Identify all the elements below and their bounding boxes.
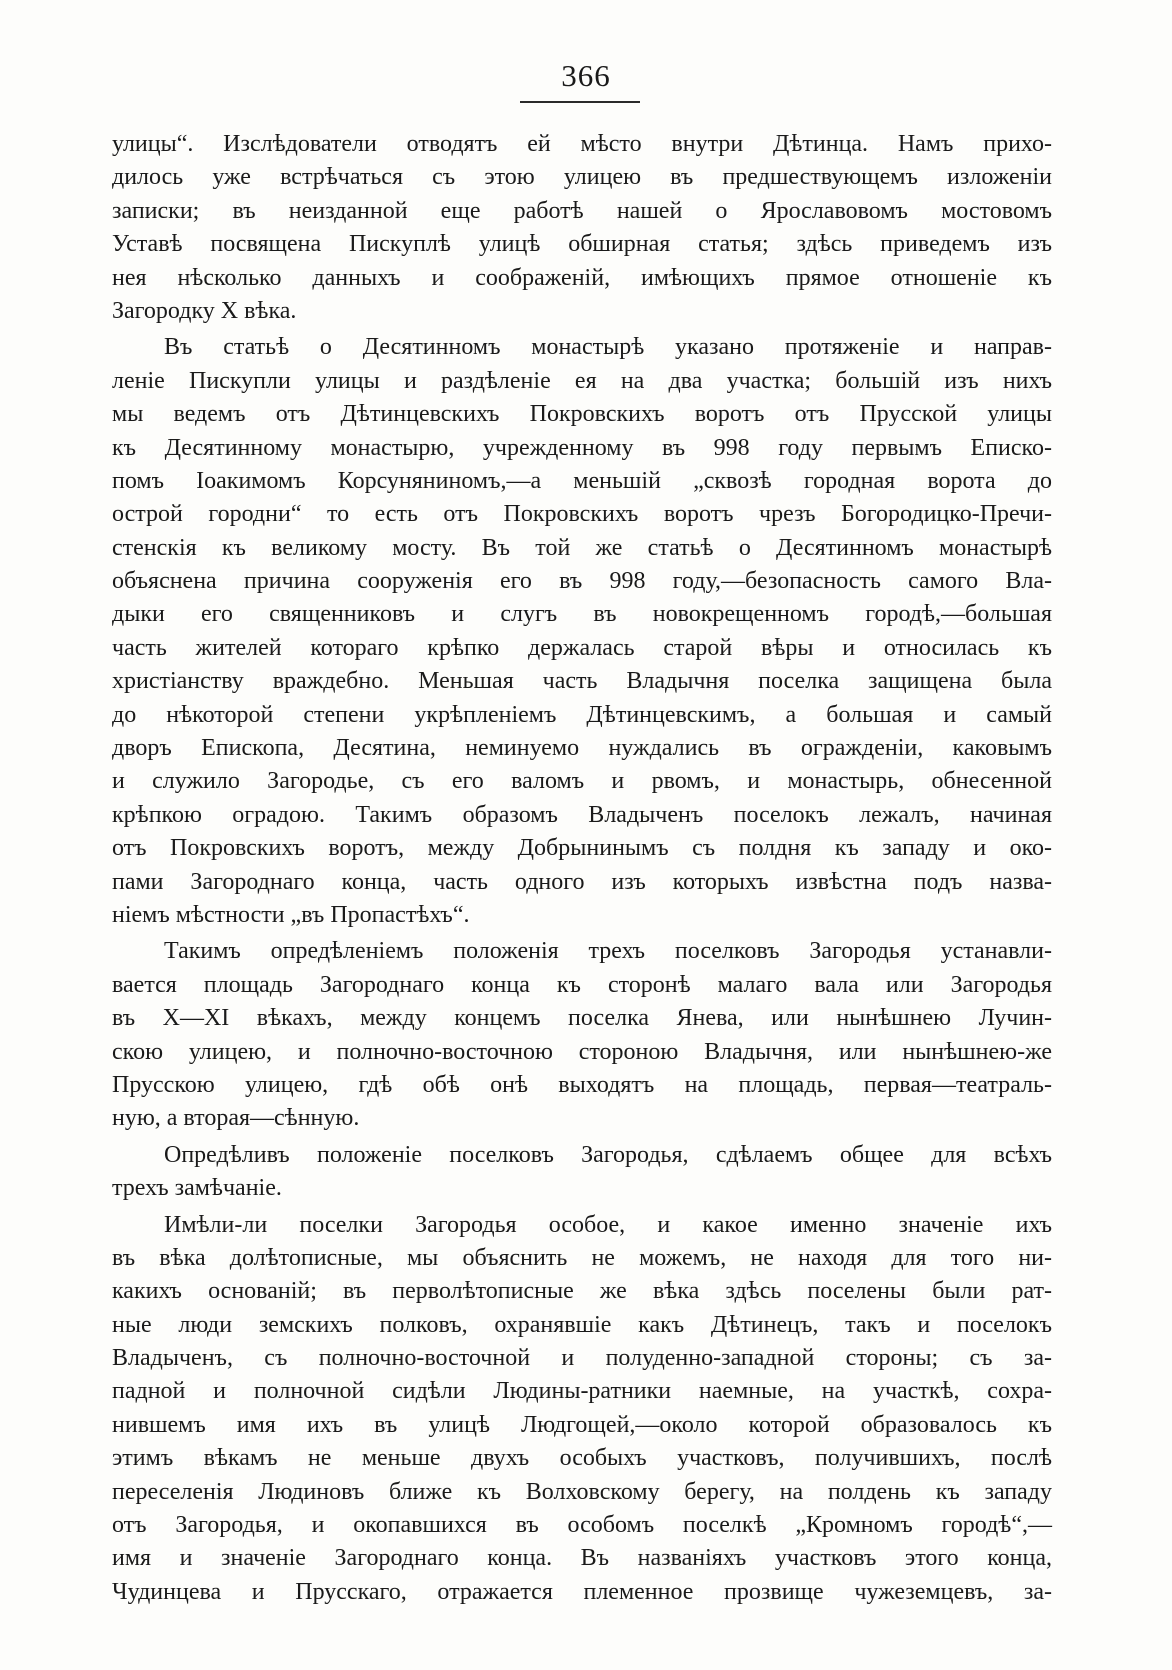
text-line: дыки его священниковъ и слугъ въ новокрещенномъ городѣ,—большая — [112, 601, 1052, 628]
text-line: въ X—XI вѣкахъ, между концемъ поселка Янева, или нынѣшнею Лучин- — [112, 1005, 1052, 1032]
text-line: записки; въ неизданной еще работѣ нашей о Ярославовомъ мостовомъ — [112, 197, 1052, 224]
text-line: вается площадь Загороднаго конца къ сторонѣ малаго вала или Загородья — [112, 971, 1052, 998]
text-line: отъ Покровскихъ воротъ, между Добрынинымъ съ полдня къ западу и око- — [112, 835, 1052, 862]
text-line: какихъ основаній; въ перволѣтописные же вѣка здѣсь поселены были рат- — [112, 1278, 1052, 1305]
text-line: отъ Загородья, и окопавшихся въ особомъ поселкѣ „Кромномъ городѣ“,— — [112, 1512, 1052, 1539]
text-line: переселенія Людиновъ ближе къ Волховскому берегу, на полдень къ западу — [112, 1478, 1052, 1505]
text-line: нившемъ имя ихъ въ улицѣ Людгощей,—около которой образовалось къ — [112, 1411, 1052, 1438]
text-line: помъ Іоакимомъ Корсуняниномъ,—а меньшій „сквозѣ городная ворота до — [112, 467, 1052, 494]
body-text — [112, 128, 1052, 1609]
text-line: острой городни“ то есть отъ Покровскихъ воротъ чрезъ Богородицко-Пречи- — [112, 501, 1052, 528]
text-line: улицы“. Изслѣдователи отводятъ ей мѣсто внутри Дѣтинца. Намъ прихо- — [112, 131, 1052, 157]
text-line: дворъ Епископа, Десятина, неминуемо нуждались въ огражденіи, каковымъ — [112, 735, 1052, 762]
text-line: ную, а вторая—сѣнную. — [112, 1105, 360, 1132]
text-line: Владыченъ, съ полночно-восточной и полуденно-западной стороны; съ за- — [112, 1345, 1052, 1372]
text-line: Уставѣ посвящена Пискуплѣ улицѣ обширная статья; здѣсь приведемъ изъ — [112, 231, 1052, 258]
page-number-rule — [520, 101, 640, 103]
text-line: нея нѣсколько данныхъ и соображеній, имѣющихъ прямое отношеніе къ — [112, 264, 1052, 291]
text-line: имя и значеніе Загороднаго конца. Въ названіяхъ участковъ этого конца, — [112, 1545, 1052, 1572]
text-line: Опредѣливъ положеніе поселковъ Загородья, сдѣлаемъ общее для всѣхъ — [164, 1141, 1052, 1168]
text-line: ніемъ мѣстности „въ Пропастѣхъ“. — [112, 901, 470, 928]
text-line: трехъ замѣчаніе. — [112, 1175, 282, 1202]
text-line: падной и полночной сидѣли Людины-ратники наемные, на участкѣ, сохра- — [112, 1378, 1052, 1405]
text-line: стенскія къ великому мосту. Въ той же статьѣ о Десятинномъ монастырѣ — [112, 534, 1052, 561]
text-line: мы ведемъ отъ Дѣтинцевскихъ Покровскихъ воротъ отъ Прусской улицы — [112, 401, 1052, 428]
text-line: этимъ вѣкамъ не меньше двухъ особыхъ участковъ, получившихъ, послѣ — [112, 1445, 1052, 1472]
text-line: до нѣкоторой степени укрѣпленіемъ Дѣтинцевскимъ, а большая и самый — [112, 701, 1052, 728]
text-line: къ Десятинному монастырю, учрежденному въ 998 году первымъ Еписко- — [112, 434, 1052, 461]
text-line: Загородку X вѣка. — [112, 297, 297, 324]
text-line: крѣпкою оградою. Такимъ образомъ Владыченъ поселокъ лежалъ, начиная — [112, 801, 1052, 828]
text-line: пами Загороднаго конца, часть одного изъ которыхъ извѣстна подъ назва- — [112, 868, 1052, 895]
text-line: и служило Загородье, съ его валомъ и рвомъ, и монастырь, обнесенной — [112, 768, 1052, 795]
page-number: 366 — [561, 58, 611, 93]
text-line: леніе Пискупли улицы и раздѣленіе ея на два участка; большій изъ нихъ — [112, 367, 1052, 394]
text-line: Чудинцева и Прусскаго, отражается племенное прозвище чужеземцевъ, за- — [112, 1578, 1052, 1605]
text-line: скою улицею, и полночно-восточною стороною Владычня, или нынѣшнею-же — [112, 1038, 1052, 1065]
text-line: Въ статьѣ о Десятинномъ монастырѣ указано протяженіе и направ- — [164, 334, 1052, 361]
text-line: объяснена причина сооруженія его въ 998 году,—безопасность самого Вла- — [112, 568, 1052, 595]
text-line: Такимъ опредѣленіемъ положенія трехъ поселковъ Загородья устанавли- — [164, 938, 1052, 965]
text-line: часть жителей котораго крѣпко держалась старой вѣры и относилась къ — [112, 634, 1052, 661]
text-line: Прусскою улицею, гдѣ обѣ онѣ выходятъ на площадь, первая—театраль- — [112, 1071, 1052, 1098]
text-line: въ вѣка долѣтописные, мы объяснить не можемъ, не находя для того ни- — [112, 1244, 1052, 1271]
text-line: Имѣли-ли поселки Загородья особое, и какое именно значеніе ихъ — [164, 1211, 1052, 1238]
text-line: христіанству враждебно. Меньшая часть Владычня поселка защищена была — [112, 668, 1052, 695]
text-line: ные люди земскихъ полковъ, охранявшіе какъ Дѣтинецъ, такъ и поселокъ — [112, 1311, 1052, 1338]
text-line: дилось уже встрѣчаться съ этою улицею въ предшествующемъ изложеніи — [112, 164, 1052, 191]
